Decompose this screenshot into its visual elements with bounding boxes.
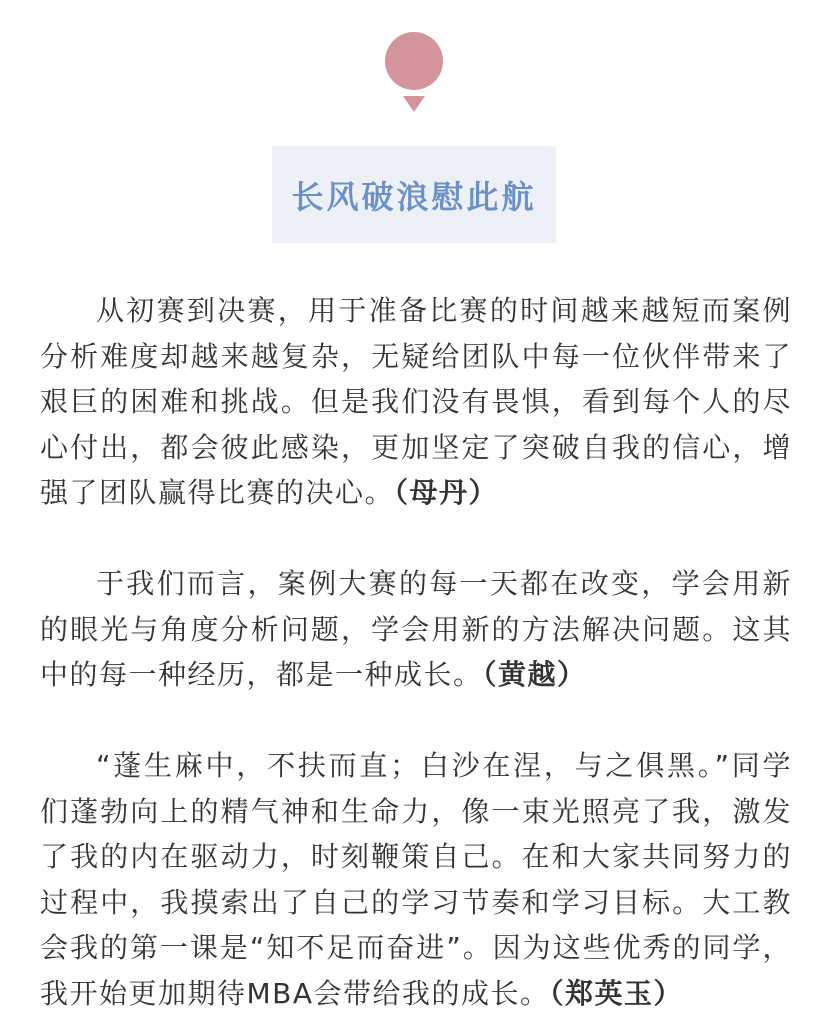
section-title: 长风破浪慰此航	[291, 177, 537, 216]
section-title-box	[272, 146, 556, 243]
paragraph-author: （郑英玉）	[549, 976, 684, 1010]
paragraph-author: （黄越）	[482, 658, 587, 691]
paragraph-author: （母丹）	[394, 476, 499, 509]
pin-pointer	[403, 96, 425, 112]
paragraph	[40, 561, 792, 698]
paragraph	[40, 743, 792, 1016]
paragraph-text: 从初赛到决赛，用于准备比赛的时间越来越短而案例分析难度却越来越复杂，无疑给团队中每一位伙伴带来了艰巨的困难和挑战。但是我们没有畏惧，看到每个人的尽心付出，都会彼此感染，更加坚定了突破自我的信心，增强了团队赢得比赛的决心。	[40, 294, 792, 509]
paragraph-text: “蓬生麻中，不扶而直；白沙在涅，与之俱黑。”同学们蓬勃向上的精气神和生命力，像一束光照亮了我，激发了我的内在驱动力，时刻鞭策自己。在和大家共同努力的过程中，我摸索出了自己的学习节奏和学习目标。大工教会我的第一课是“知不足而奋进”。因为这些优秀的同学，我开始更加期待MBA会带给我的成长。	[40, 749, 792, 1010]
article-body	[40, 288, 792, 1016]
location-pin-icon	[385, 32, 443, 112]
paragraph-text: 于我们而言，案例大赛的每一天都在改变，学会用新的眼光与角度分析问题，学会用新的方法解决问题。这其中的每一种经历，都是一种成长。	[40, 567, 792, 691]
paragraph	[40, 288, 792, 516]
pin-circle	[385, 32, 443, 90]
